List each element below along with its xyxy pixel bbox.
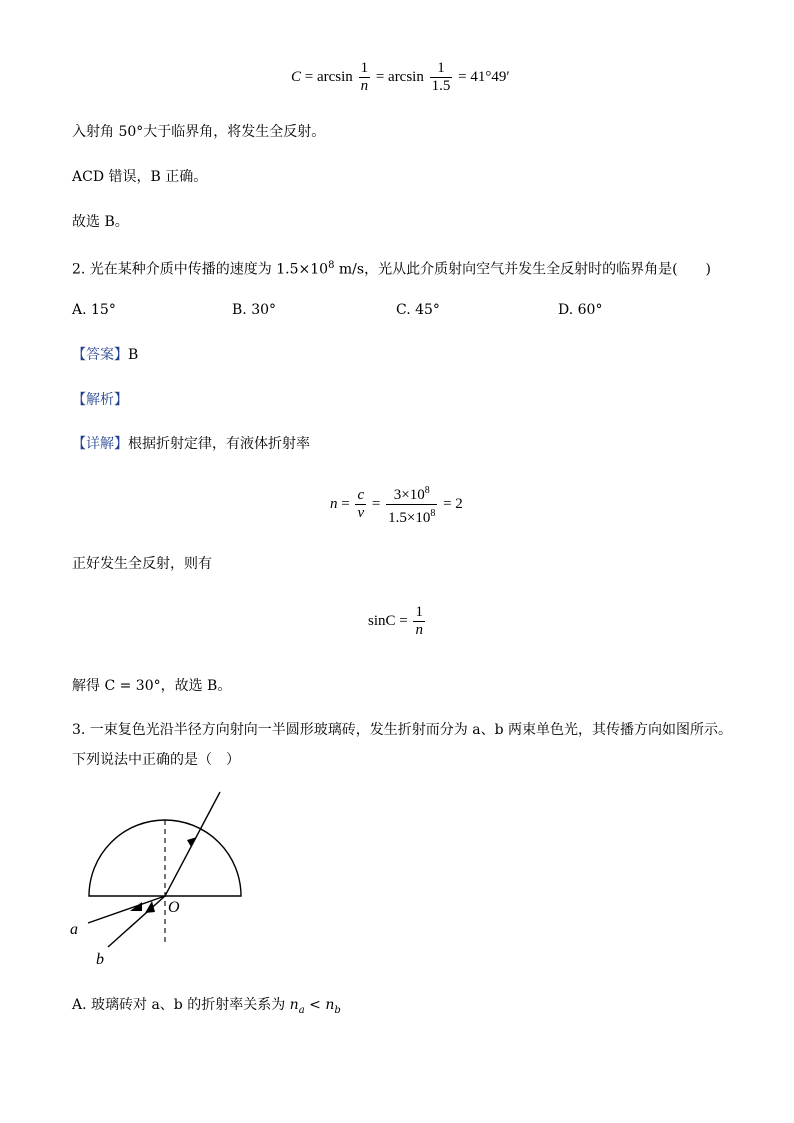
question-3-line2: 下列说法中正确的是（ ） (72, 752, 240, 768)
eq1-op2: arcsin (388, 68, 424, 85)
eq3-frac: $\frac{1}{n}$ (415, 604, 423, 638)
text-choose-b: 故选 B。 (72, 214, 129, 230)
eq3-lhs: sinC (368, 612, 396, 629)
equation-sinc: sinC = $\frac{1}{n}$ (368, 604, 423, 638)
option-a: A. 15° (72, 302, 116, 318)
option-d: D. 60° (558, 302, 603, 318)
option-a-q3: A. 玻璃砖对 a、b 的折射率关系为 $n_a < n_b$ (72, 997, 341, 1016)
eq1-op1: arcsin (316, 68, 353, 85)
label-a: a (70, 921, 78, 938)
eq1-lhs: C (291, 68, 302, 85)
eq2-frac2: $\frac{3\times 10^8}{1.5\times 10^8}$ (386, 482, 437, 527)
eq2-lhs: n (330, 495, 338, 512)
detail-tag: 【详解】 (72, 436, 128, 452)
question-2: 2. 光在某种介质中传播的速度为 $1.5\times 10^8$ m/s，光从此介质射向空气并发生全反射时的临界角是( ) (72, 260, 712, 278)
answer-value: B (128, 347, 139, 363)
text-solve: 解得 C = 30°，故选 B。 (72, 678, 232, 694)
answer-line (72, 345, 138, 365)
equation-critical-angle: C = arcsin $\frac{1}{n}$ = arcsin $\frac{1}{1.5}$ = 41°49′ (291, 60, 510, 94)
detail-text: 根据折射定律，有液体折射率 (128, 436, 310, 452)
label-b: b (96, 951, 104, 968)
option-c: C. 45° (396, 302, 440, 318)
analysis-tag: 【解析】 (72, 392, 128, 408)
eq2-result: 2 (455, 495, 463, 512)
ray-b (108, 896, 165, 947)
eq1-frac1: $\frac{1}{n}$ (360, 60, 369, 94)
text-incident-angle: 入射角 50°大于临界角，将发生全反射。 (72, 124, 326, 140)
question-3-line1: 3. 一束复色光沿半径方向射向一半圆形玻璃砖，发生折射而分为 a、b 两束单色光，其传播方向如图所示。 (72, 722, 733, 738)
semicircle-glass-figure (60, 784, 260, 969)
equation-refractive-index: n = $\frac{c}{v}$ = $\frac{3\times 10^8}{1.5\times 10^8}$ = 2 (330, 482, 463, 527)
analysis-line (72, 390, 128, 410)
label-o: O (168, 899, 180, 916)
eq1-frac2: $\frac{1}{1.5}$ (431, 60, 451, 94)
detail-line (72, 434, 310, 454)
answer-tag: 【答案】 (72, 347, 128, 363)
eq1-result: 41°49′ (470, 68, 510, 85)
text-total-reflection: 正好发生全反射，则有 (72, 556, 212, 572)
option-b: B. 30° (232, 302, 277, 318)
ray-a-arrow (130, 902, 142, 911)
text-acd-wrong: ACD 错误，B 正确。 (72, 169, 208, 185)
eq2-frac1: $\frac{c}{v}$ (357, 487, 365, 521)
